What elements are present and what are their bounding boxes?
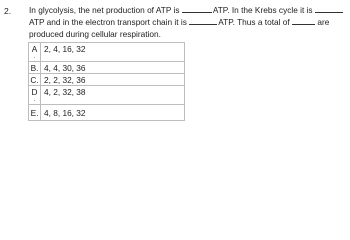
option-row-b bbox=[29, 62, 185, 74]
answer-blank-1 bbox=[182, 4, 212, 13]
option-letter: C. bbox=[30, 75, 39, 85]
separator-dot: . bbox=[33, 97, 36, 103]
separator-dot: . bbox=[33, 54, 36, 60]
option-text: 4, 4, 30, 36 bbox=[41, 62, 185, 74]
question-stem bbox=[29, 4, 347, 41]
option-text: 2, 4, 16, 32 bbox=[41, 43, 185, 62]
stem-part-2: ATP. In the Krebs cycle it is bbox=[212, 5, 313, 15]
answer-blank-3 bbox=[189, 16, 217, 25]
option-row-a bbox=[29, 43, 185, 62]
stem-part-1: In glycolysis, the net production of ATP is bbox=[29, 5, 180, 15]
option-letter: B. bbox=[29, 62, 41, 74]
option-text: 2, 2, 32, 36 bbox=[41, 74, 185, 86]
stem-part-4: ATP. Thus a total of bbox=[218, 17, 290, 28]
option-letter: E. bbox=[29, 105, 41, 121]
question-number: 2. bbox=[4, 6, 12, 16]
option-row-e bbox=[29, 105, 185, 121]
answer-blank-4 bbox=[292, 16, 315, 25]
option-text: 4, 2, 32, 38 bbox=[41, 86, 185, 105]
option-text: 4, 8, 16, 32 bbox=[41, 105, 185, 121]
option-row-d bbox=[29, 86, 185, 105]
stem-part-3: ATP and in the electron transport chain it is bbox=[29, 17, 187, 28]
option-row-c bbox=[29, 74, 185, 86]
stem-part-5: are produced during cellular respiration. bbox=[29, 17, 330, 40]
answer-blank-2 bbox=[315, 4, 343, 13]
option-letter: A . bbox=[29, 43, 41, 62]
options-table bbox=[28, 42, 185, 121]
option-letter: D . bbox=[29, 86, 41, 105]
